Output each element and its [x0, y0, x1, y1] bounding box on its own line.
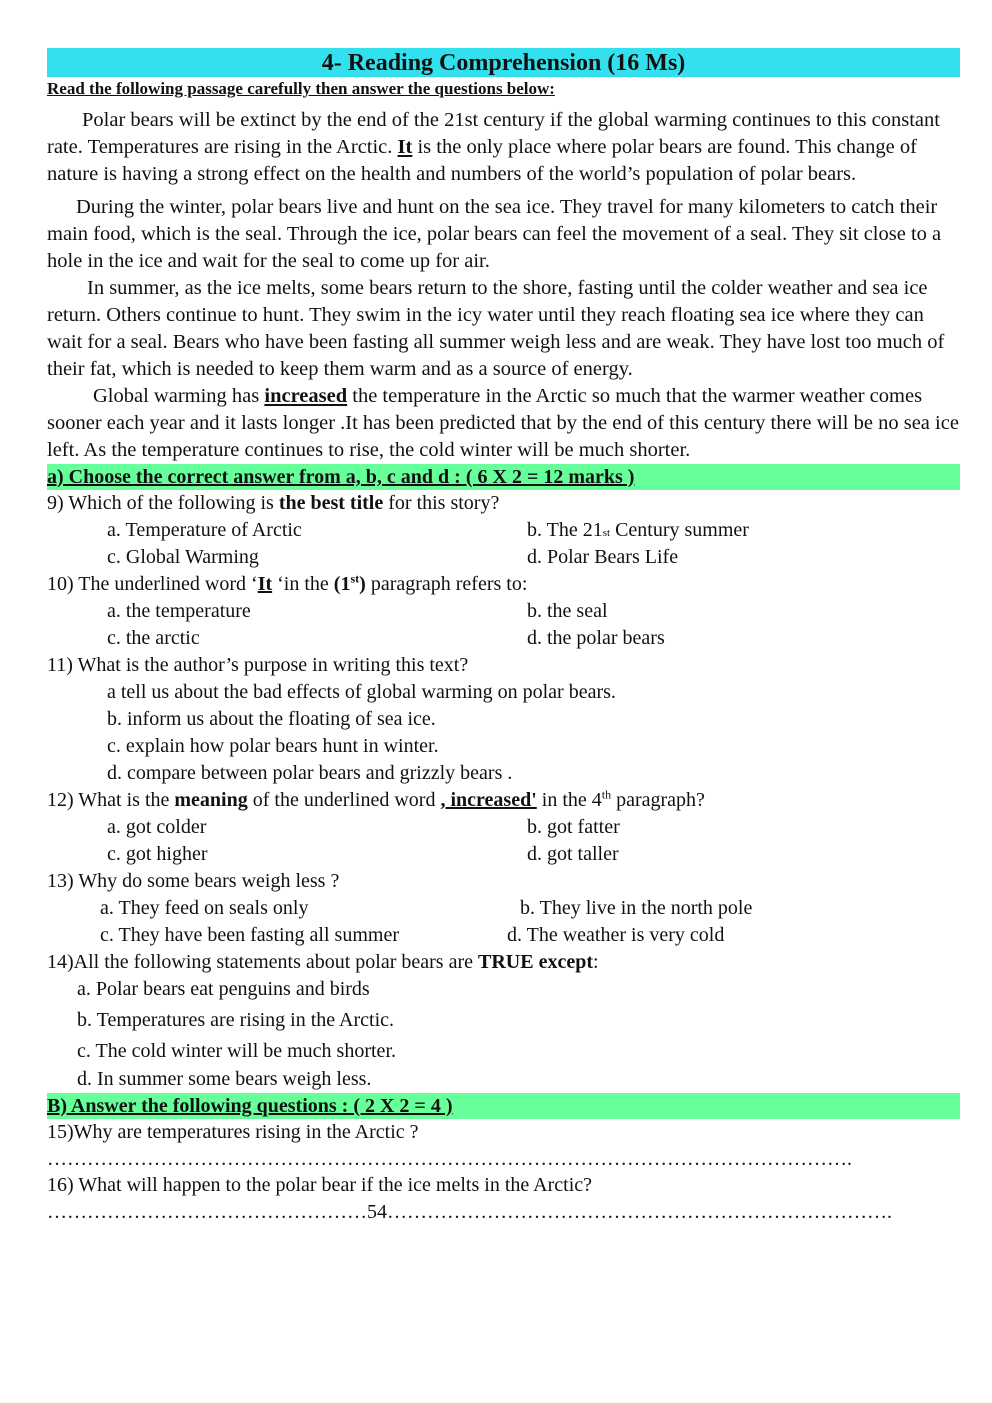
q13-option-b[interactable]: b. They live in the north pole — [520, 897, 753, 919]
q16-answer-line[interactable]: …………………………………………54…………………………………………………………………. — [47, 1201, 892, 1223]
underlined-it: It — [397, 136, 413, 158]
q12-options-row-1 — [47, 814, 960, 841]
q14-option-d[interactable]: d. In summer some bears weigh less. — [77, 1068, 372, 1090]
q9-options-row-2 — [47, 544, 960, 571]
q13-options-row-2 — [47, 922, 960, 949]
q11-option-b[interactable]: b. inform us about the floating of sea ice. — [107, 708, 436, 730]
section-title: 4- Reading Comprehension (16 Ms) — [47, 48, 960, 77]
question-14: 14)All the following statements about polar bears are TRUE except: — [47, 951, 599, 973]
paragraph-4: Global warming has increased the temperature in the Arctic so much that the warmer weather comes sooner each year and it lasts longer .It has been predicted that by the end of this century there will be no sea ice left. As the temperature continues to rise, the cold winter will be much shorter. — [47, 385, 959, 461]
q14-option-c[interactable]: c. The cold winter will be much shorter. — [77, 1040, 396, 1062]
question-11: 11) What is the author’s purpose in writing this text? — [47, 654, 469, 676]
q9-option-a[interactable]: a. Temperature of Arctic — [107, 519, 302, 541]
q12-option-b[interactable]: b. got fatter — [527, 816, 620, 838]
q9-option-d[interactable]: d. Polar Bears Life — [527, 546, 679, 568]
q10-option-a[interactable]: a. the temperature — [107, 600, 251, 622]
q13-option-d[interactable]: d. The weather is very cold — [507, 924, 725, 946]
page-number: 54 — [367, 1201, 387, 1223]
paragraph-2: During the winter, polar bears live and hunt on the sea ice. They travel for many kilometers to catch their main food, which is the seal. Through the ice, polar bears can feel the movement of a seal. They sit close to a hole in the ice and wait for the seal to come up for air. — [47, 196, 942, 272]
paragraph-3: In summer, as the ice melts, some bears return to the shore, fasting until the colder weather and sea ice return. Others continue to hunt. They swim in the icy water until they reach floating sea ice where they can wait for a seal. Bears who have been fasting all summer weigh less and are weak. They have lost too much of their fat, which is needed to keep them warm and as a source of energy. — [47, 277, 945, 380]
q11-option-a[interactable]: a tell us about the bad effects of global warming on polar bears. — [107, 681, 616, 703]
q10-option-d[interactable]: d. the polar bears — [527, 627, 665, 649]
q10-option-b[interactable]: b. the seal — [527, 600, 608, 622]
q13-option-c[interactable]: c. They have been fasting all summer — [100, 924, 399, 946]
paragraph-1: Polar bears will be extinct by the end of the 21st century if the global warming continues to this constant rate. Temperatures are rising in the Arctic. It is the only place where polar bears are found. This change of nature is having a strong effect on the health and numbers of the world’s population of polar bears. — [47, 109, 940, 185]
q12-option-a[interactable]: a. got colder — [107, 816, 207, 838]
q13-option-a[interactable]: a. They feed on seals only — [100, 897, 309, 919]
q14-option-b[interactable]: b. Temperatures are rising in the Arctic. — [77, 1009, 395, 1031]
reading-passage — [47, 107, 960, 464]
q10-options-row-2 — [47, 625, 960, 652]
q9-option-c[interactable]: c. Global Warming — [107, 546, 259, 568]
question-16: 16) What will happen to the polar bear if the ice melts in the Arctic? — [47, 1174, 592, 1196]
q9-options-row-1 — [47, 517, 960, 544]
question-12: 12) What is the meaning of the underlined word , increased' in the 4th paragraph? — [47, 787, 705, 811]
q10-options-row-1 — [47, 598, 960, 625]
underlined-increased: increased — [264, 385, 348, 407]
q15-answer-line[interactable]: …………………………………………………………………………………………………………. — [47, 1148, 852, 1170]
question-15: 15)Why are temperatures rising in the Arctic ? — [47, 1121, 419, 1143]
q12-option-c[interactable]: c. got higher — [107, 843, 208, 865]
q9-option-b[interactable]: b. The 21st Century summer — [527, 519, 749, 541]
q13-options-row-1 — [47, 895, 960, 922]
q11-option-d[interactable]: d. compare between polar bears and grizzly bears . — [107, 762, 513, 784]
q10-option-c[interactable]: c. the arctic — [107, 627, 200, 649]
q12-options-row-2 — [47, 841, 960, 868]
worksheet-page — [47, 48, 960, 1225]
q14-option-a[interactable]: a. Polar bears eat penguins and birds — [77, 978, 370, 1000]
question-13: 13) Why do some bears weigh less ? — [47, 870, 340, 892]
q11-option-c[interactable]: c. explain how polar bears hunt in winter. — [107, 735, 439, 757]
section-b-heading: B) Answer the following questions : ( 2 X 2 = 4 ) — [47, 1093, 960, 1119]
instruction: Read the following passage carefully then answer the questions below: — [47, 79, 555, 98]
question-10: 10) The underlined word ‘It ‘in the (1st) paragraph refers to: — [47, 571, 528, 595]
question-9: 9) Which of the following is the best title for this story? — [47, 492, 500, 514]
q12-option-d[interactable]: d. got taller — [527, 843, 619, 865]
section-a-heading: a) Choose the correct answer from a, b, c and d : ( 6 X 2 = 12 marks ) — [47, 464, 960, 490]
